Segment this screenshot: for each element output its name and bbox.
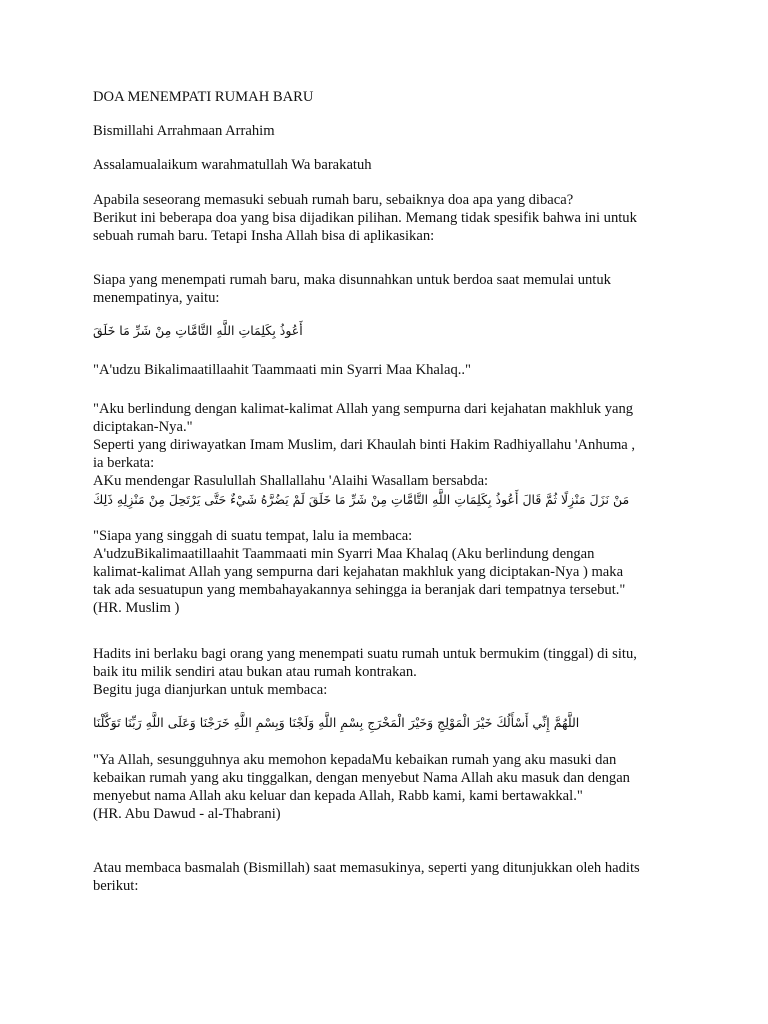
sunnah-paragraph	[93, 271, 693, 307]
text-line: Apabila seseorang memasuki sebuah rumah baru, sebaiknya doa apa yang dibaca?	[93, 192, 574, 208]
text-line: menyebut nama Allah aku keluar dan kepada Allah, Rabb kami, kami bertawakkal."	[93, 788, 583, 804]
bismillah-line: Bismillahi Arrahmaan Arrahim	[93, 123, 275, 139]
text-line: kebaikan rumah yang aku tinggalkan, dengan menyebut Nama Allah aku masuk dan dengan	[93, 770, 630, 786]
intro-paragraph	[93, 191, 693, 245]
text-line: "Ya Allah, sesungguhnya aku memohon kepadaMu kebaikan rumah yang aku masuki dan	[93, 752, 617, 768]
text-line: sebuah rumah baru. Tetapi Insha Allah bisa di aplikasikan:	[93, 228, 435, 244]
text-line: (HR. Muslim )	[93, 600, 180, 616]
text-line: Seperti yang diriwayatkan Imam Muslim, dari Khaulah binti Hakim Radhiyallahu 'Anhuma ,	[93, 437, 636, 453]
hadith-note-paragraph	[93, 645, 693, 699]
text-line: Begitu juga dianjurkan untuk membaca:	[93, 682, 328, 698]
arabic-hadith: مَنْ نَزَلَ مَنْزِلًا ثُمَّ قَالَ أَعُوذُ بِكَلِمَاتِ اللَّهِ التَّامَّاتِ مِنْ شَرِّ مَا خَلَقَ لَمْ يَضُرَّهُ شَيْءٌ حَتَّى يَرْتَحِلَ مِنْ مَنْزِلِهِ ذَلِكَ	[93, 492, 630, 507]
text-line: "Aku berlindung dengan kalimat-kalimat Allah yang sempurna dari kejahatan makhluk yang	[93, 401, 634, 417]
text-line: Siapa yang menempati rumah baru, maka disunnahkan untuk berdoa saat memulai untuk	[93, 272, 611, 288]
text-line: A'udzuBikalimaatillaahit Taammaati min Syarri Maa Khalaq (Aku berlindung dengan	[93, 546, 595, 562]
text-line: "Siapa yang singgah di suatu tempat, lalu ia membaca:	[93, 528, 413, 544]
document-title: DOA MENEMPATI RUMAH BARU	[93, 89, 314, 105]
closing-paragraph	[93, 859, 693, 895]
transliteration-1: "A'udzu Bikalimaatillaahit Taammaati min Syarri Maa Khalaq.."	[93, 362, 471, 378]
text-line: AKu mendengar Rasulullah Shallallahu 'Alaihi Wasallam bersabda:	[93, 473, 489, 489]
text-line: (HR. Abu Dawud - al-Thabrani)	[93, 806, 281, 822]
text-line: Hadits ini berlaku bagi orang yang menempati suatu rumah untuk bermukim (tinggal) di situ,	[93, 646, 637, 662]
text-line: diciptakan-Nya."	[93, 419, 193, 435]
text-line: baik itu milik sendiri atau bukan atau rumah kontrakan.	[93, 664, 417, 680]
text-line: tak ada sesuatupun yang membahayakannya sehingga ia beranjak dari tempatnya tersebut."	[93, 582, 626, 598]
arabic-prayer-1: أَعُوذُ بِكَلِمَاتِ اللَّهِ التَّامَّاتِ مِنْ شَرِّ مَا خَلَقَ	[93, 323, 303, 338]
text-line: Berikut ini beberapa doa yang bisa dijadikan pilihan. Memang tidak spesifik bahwa ini untuk	[93, 210, 637, 226]
meaning-paragraph-2	[93, 751, 693, 823]
text-line: berikut:	[93, 878, 139, 894]
salam-line: Assalamualaikum warahmatullah Wa barakatuh	[93, 157, 372, 173]
text-line: ia berkata:	[93, 455, 155, 471]
hadith-paragraph	[93, 527, 693, 617]
text-line: kalimat-kalimat Allah yang sempurna dari kejahatan makhluk yang diciptakan-Nya ) maka	[93, 564, 624, 580]
meaning-paragraph-1	[93, 400, 693, 490]
arabic-prayer-2: اللَّهُمَّ إِنِّي أَسْأَلُكَ خَيْرَ الْمَوْلِجِ وَخَيْرَ الْمَخْرَجِ بِسْمِ اللَّهِ وَلَجْنَا وَبِسْمِ اللَّهِ خَرَجْنَا وَعَلَى اللَّهِ رَبِّنَا تَوَكَّلْنَا	[93, 715, 580, 730]
text-line: menempatinya, yaitu:	[93, 290, 220, 306]
text-line: Atau membaca basmalah (Bismillah) saat memasukinya, seperti yang ditunjukkan oleh hadits	[93, 860, 640, 876]
